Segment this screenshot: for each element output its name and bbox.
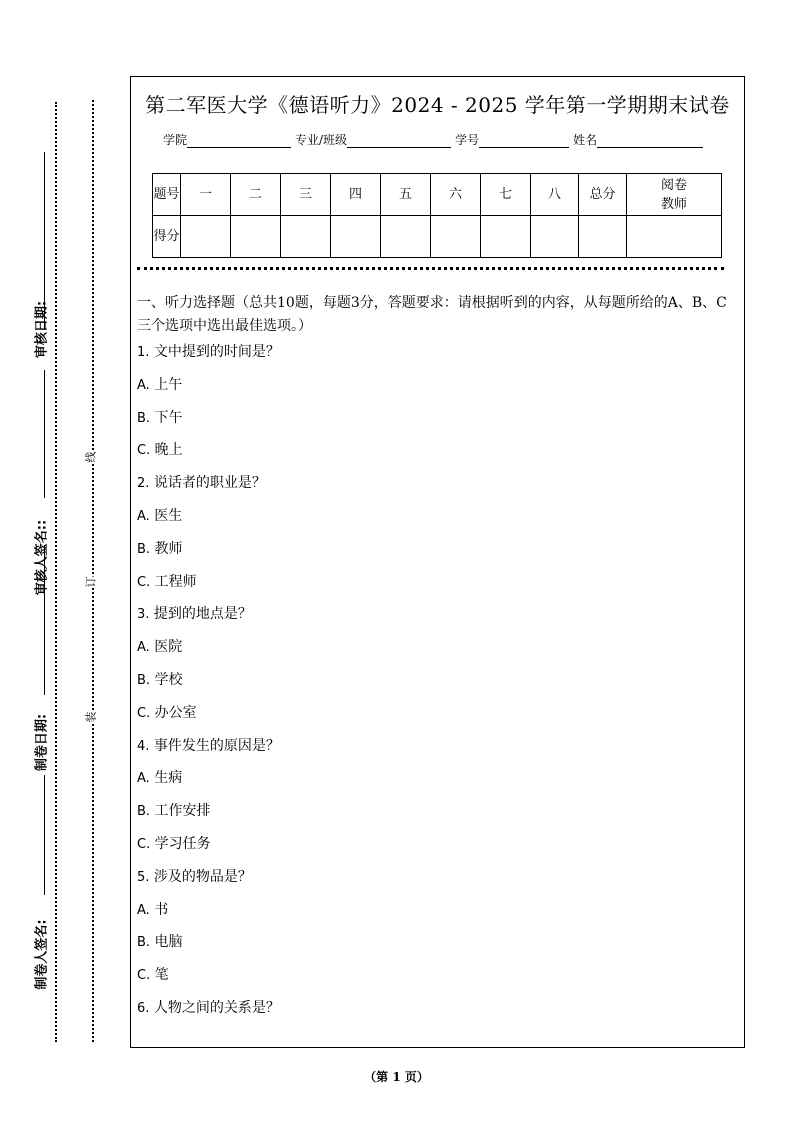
- binding-dotted-line-left: [55, 102, 57, 1042]
- score-cell[interactable]: [431, 216, 481, 258]
- option-key: B.: [137, 541, 151, 557]
- option-key: A.: [137, 640, 150, 656]
- name-field[interactable]: [597, 135, 703, 148]
- column-header: 六: [431, 174, 481, 216]
- option-key: B.: [137, 935, 151, 951]
- option-text: 医生: [154, 507, 183, 524]
- answer-option[interactable]: [137, 670, 736, 703]
- score-cell[interactable]: [481, 216, 531, 258]
- question-text: 人物之间的关系是？: [153, 999, 280, 1016]
- score-cell[interactable]: [281, 216, 331, 258]
- signature-line: [44, 370, 45, 498]
- answer-option[interactable]: [137, 440, 736, 473]
- score-cell[interactable]: [381, 216, 431, 258]
- answer-option[interactable]: [137, 539, 736, 572]
- option-text: 晚上: [154, 442, 183, 459]
- question-number: 3.: [137, 607, 150, 623]
- option-text: 生病: [154, 770, 183, 787]
- total-score-header: 总分: [579, 174, 627, 216]
- question-text: 事件发生的原因是？: [153, 737, 280, 754]
- option-key: B.: [137, 804, 151, 820]
- major-class-field[interactable]: [347, 135, 451, 148]
- option-key: C.: [137, 968, 151, 984]
- question-text: 提到的地点是？: [153, 606, 252, 623]
- column-header: 五: [381, 174, 431, 216]
- answer-option[interactable]: [137, 506, 736, 539]
- total-score-cell[interactable]: [579, 216, 627, 258]
- answer-option[interactable]: [137, 375, 736, 408]
- option-text: 电脑: [154, 934, 183, 951]
- option-text: 学校: [154, 671, 183, 688]
- binding-char-line: 线: [84, 451, 98, 463]
- major-class-label: 专业/班级: [295, 133, 348, 147]
- answer-option[interactable]: [137, 834, 736, 867]
- answer-option[interactable]: [137, 703, 736, 736]
- section-heading: 一、听力选择题（总共10题，每题3分，答题要求：请根据听到的内容，从每题所给的A、B、C三个选项中选出最佳选项。）: [137, 295, 727, 334]
- option-key: B.: [137, 410, 151, 426]
- score-row-header: 得分: [153, 216, 181, 258]
- column-header: 七: [481, 174, 531, 216]
- question-stem: [137, 342, 736, 375]
- score-cell[interactable]: [231, 216, 281, 258]
- option-key: A.: [137, 902, 150, 918]
- student-info-row: [163, 131, 707, 148]
- student-id-field[interactable]: [479, 135, 569, 148]
- review-date-label: 审核日期:: [34, 300, 50, 359]
- signature-line: [44, 775, 45, 895]
- exam-frame: [130, 76, 745, 1048]
- answer-option[interactable]: [137, 801, 736, 834]
- question-stem: [137, 998, 736, 1031]
- answer-option[interactable]: [137, 768, 736, 801]
- maker-signature-label: 制卷人签名:: [34, 919, 50, 990]
- option-text: 书: [154, 901, 169, 918]
- option-text: 办公室: [154, 704, 197, 721]
- option-key: C.: [137, 705, 151, 721]
- grader-cell[interactable]: [627, 216, 722, 258]
- option-text: 工作安排: [154, 803, 211, 820]
- answer-option[interactable]: [137, 900, 736, 933]
- option-text: 下午: [154, 409, 183, 426]
- answer-option[interactable]: [137, 637, 736, 670]
- paper-date-label: 制卷日期:: [34, 713, 50, 772]
- question-number: 6.: [137, 1000, 150, 1016]
- option-text: 医院: [154, 639, 183, 656]
- question-number: 2.: [137, 476, 150, 492]
- college-label: 学院: [163, 133, 188, 147]
- column-header: 八: [531, 174, 579, 216]
- column-header: 一: [181, 174, 231, 216]
- option-key: A.: [137, 377, 150, 393]
- answer-option[interactable]: [137, 408, 736, 441]
- question-stem: [137, 867, 736, 900]
- question-number: 4.: [137, 738, 150, 754]
- score-cell[interactable]: [531, 216, 579, 258]
- option-key: C.: [137, 443, 151, 459]
- option-text: 工程师: [154, 573, 197, 590]
- student-id-label: 学号: [455, 133, 480, 147]
- question-text: 文中提到的时间是？: [153, 344, 280, 360]
- option-key: C.: [137, 836, 151, 852]
- column-header: 二: [231, 174, 281, 216]
- question-text: 说话者的职业是？: [153, 475, 266, 492]
- binding-dotted-line-right: [92, 100, 94, 1042]
- option-text: 学习任务: [154, 835, 211, 852]
- option-key: B.: [137, 672, 151, 688]
- question-text: 涉及的物品是？: [153, 868, 252, 885]
- binding-char-order: 订: [84, 576, 98, 588]
- page-number: （第 1 页）: [364, 1070, 429, 1084]
- score-table: [152, 173, 722, 258]
- name-label: 姓名: [573, 133, 598, 147]
- column-header: 三: [281, 174, 331, 216]
- binding-char-bind: 装: [84, 711, 98, 723]
- option-text: 教师: [154, 540, 183, 557]
- dotted-separator: [137, 267, 724, 270]
- column-header: 四: [331, 174, 381, 216]
- score-cell[interactable]: [181, 216, 231, 258]
- college-field[interactable]: [187, 135, 291, 148]
- option-key: C.: [137, 574, 151, 590]
- question-list: [137, 342, 736, 1031]
- answer-option[interactable]: [137, 572, 736, 605]
- option-text: 上午: [154, 376, 183, 393]
- reviewer-signature-label: 审核人签名::: [34, 519, 50, 596]
- question-number: 1.: [137, 345, 150, 360]
- question-stem: [137, 604, 736, 637]
- option-key: A.: [137, 771, 150, 787]
- question-number-header: 题号: [153, 174, 181, 216]
- score-cell[interactable]: [331, 216, 381, 258]
- question-stem: [137, 736, 736, 769]
- option-text: 笔: [154, 967, 169, 984]
- option-key: A.: [137, 508, 150, 524]
- grader-header: 阅卷教师: [627, 174, 722, 216]
- question-number: 5.: [137, 869, 150, 885]
- exam-title: 第二军医大学《德语听力》2024 - 2025 学年第一学期期末试卷: [145, 93, 730, 117]
- question-stem: [137, 473, 736, 506]
- answer-option[interactable]: [137, 965, 736, 998]
- answer-option[interactable]: [137, 932, 736, 965]
